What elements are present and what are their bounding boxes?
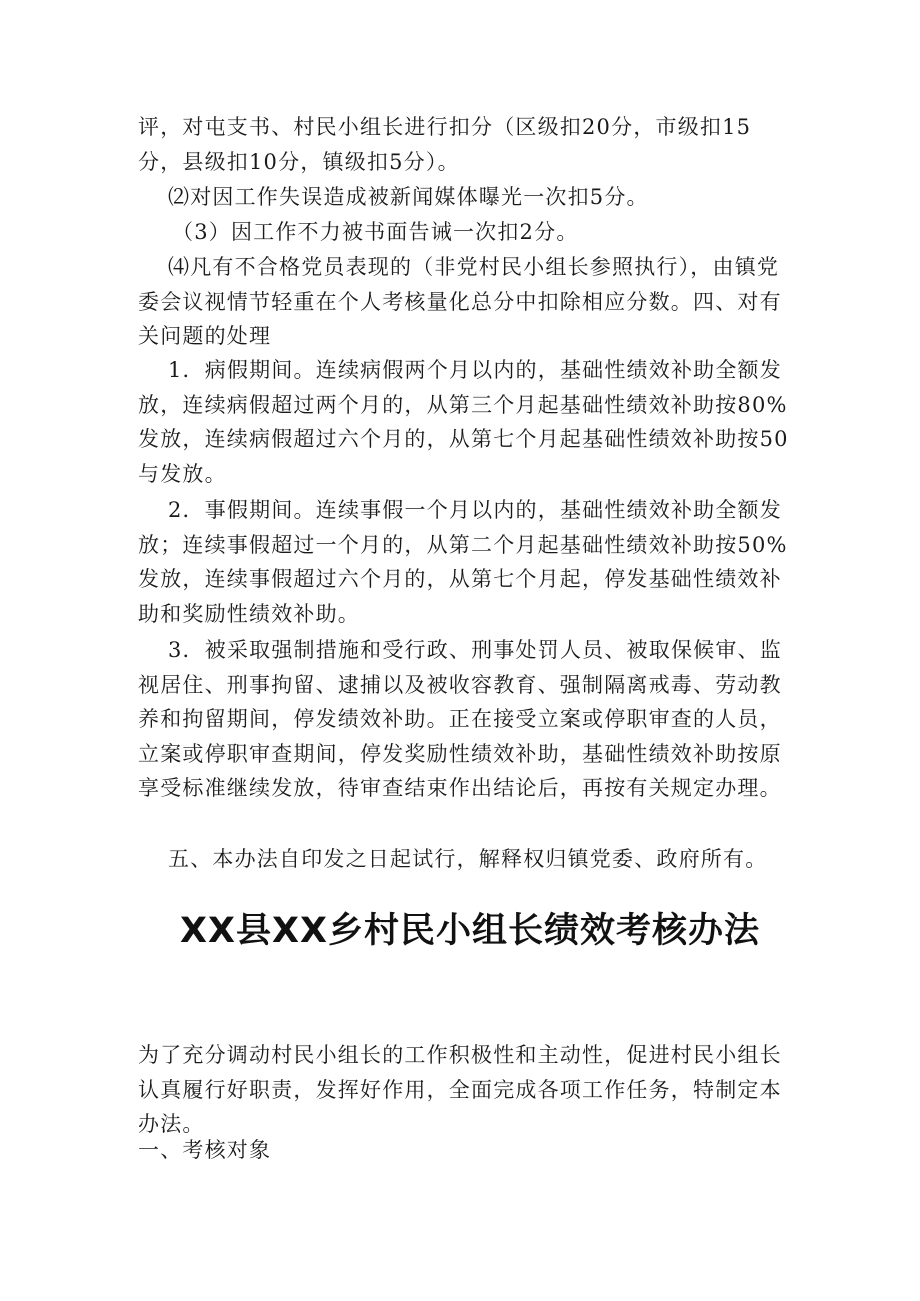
paragraph-intro: 为了充分调动村民小组长的工作积极性和主动性，促进村民小组长认真履行好职责，发挥好作用，全面完成各项工作任务，特制定本办法。	[138, 1043, 782, 1136]
paragraph-item-2: ⑵对因工作失误造成被新闻媒体曝光一次扣5分。	[168, 185, 649, 209]
title-prefix: XX县XX	[180, 911, 328, 951]
document-title	[180, 908, 780, 954]
paragraph-effective-date: 五、本办法自印发之日起试行，解释权归镇党委、政府所有。	[168, 847, 768, 871]
paragraph-deduction-levels: 评，对屯支书、村民小组长进行扣分（区级扣20分，市级扣15分，县级扣10分，镇级扣5分）。	[138, 115, 752, 174]
paragraph-item-4: ⑷凡有不合格党员表现的（非党村民小组长参照执行），由镇党委会议视情节轻重在个人考核量化总分中扣除相应分数。四、对有关问题的处理	[138, 255, 782, 348]
paragraph-coercive-measures: 3．被采取强制措施和受行政、刑事处罚人员、被取保候审、监视居住、刑事拘留、逮捕以及被收容教育、强制隔离戒毒、劳动教养和拘留期间，停发绩效补助。正在接受立案或停职审查的人员，立案或停职审查期间，停发奖励性绩效补助，基础性绩效补助按原享受标准继续发放，待审查结束作出结论后，再按有关规定办理。	[138, 638, 782, 800]
paragraph-personal-leave: 2．事假期间。连续事假一个月以内的，基础性绩效补助全额发放；连续事假超过一个月的，从第二个月起基础性绩效补助按50%发放，连续事假超过六个月的，从第七个月起，停发基础性绩效补助和奖励性绩效补助。	[138, 498, 788, 626]
title-suffix: 乡村民小组长绩效考核办法	[327, 911, 760, 951]
paragraph-item-3: （3）因工作不力被书面告诫一次扣2分。	[172, 220, 579, 244]
section-heading-targets: 一、考核对象	[138, 1138, 272, 1162]
paragraph-sick-leave: 1．病假期间。连续病假两个月以内的，基础性绩效补助全额发放，连续病假超过两个月的，从第三个月起基础性绩效补助按80%发放，连续病假超过六个月的，从第七个月起基础性绩效补助按50与发放。	[138, 358, 789, 486]
